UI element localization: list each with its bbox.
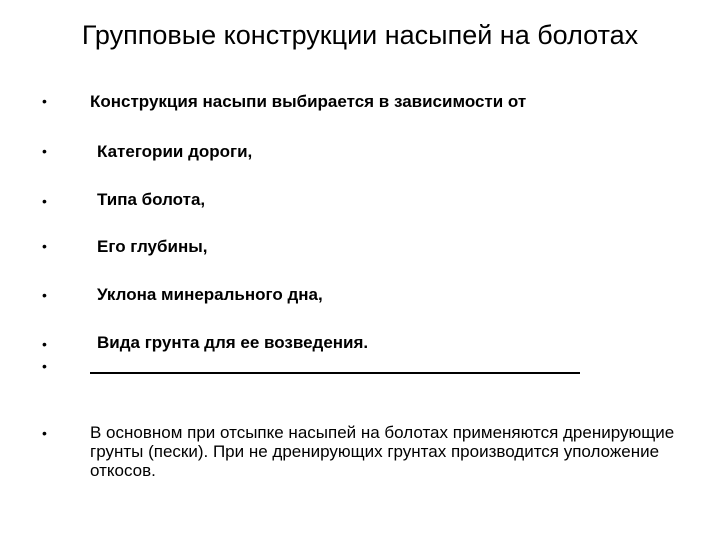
list-item: Типа болота, [97,190,206,209]
bullet-glyph: • [42,287,47,303]
bullet-glyph: • [42,336,47,352]
list-item: Вида грунта для ее возведения. [97,333,369,352]
bullet-glyph: • [42,425,47,441]
note-paragraph: В основном при отсыпке насыпей на болотах применяются дренирующие грунты (пески). При не дренирующих грунтах производится уположение откосов. [90,423,675,480]
bullet-glyph: • [42,93,47,109]
list-item: Конструкция насыпи выбирается в зависимости от [90,92,527,111]
bullet-glyph: • [42,358,47,374]
bullet-glyph: • [42,193,47,209]
slide-title: Групповые конструкции насыпей на болотах [81,20,639,50]
bullet-glyph: • [42,238,47,254]
list-item: Уклона минерального дна, [97,285,323,304]
bullet-glyph: • [42,143,47,159]
list-item: Категории дороги, [97,142,253,161]
horizontal-rule [90,372,580,374]
list-item: Его глубины, [97,237,208,256]
